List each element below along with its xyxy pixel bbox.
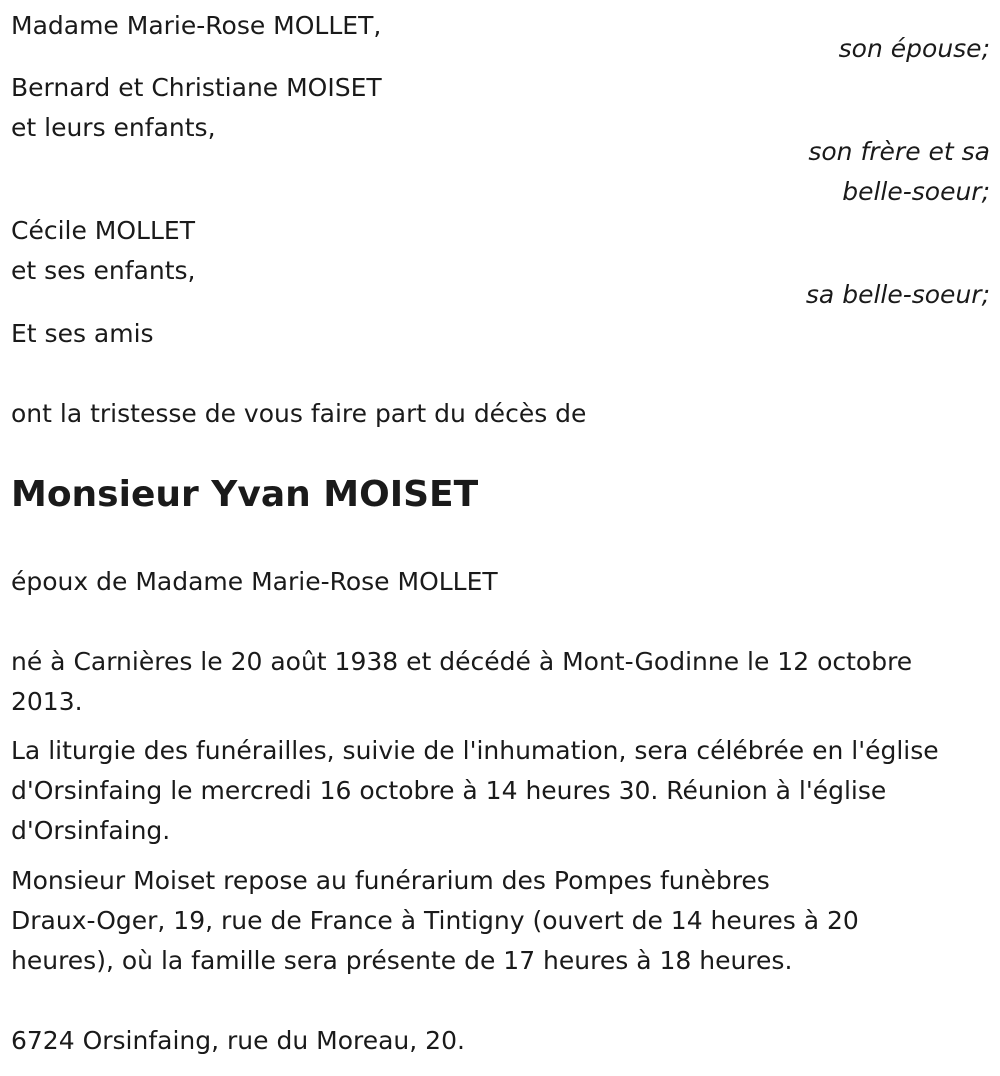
sister-in-law-relation: sa belle-soeur; <box>805 280 990 309</box>
repose-line-2: Draux-Oger, 19, rue de France à Tintigny (ouvert de 14 heures à 20 <box>11 906 859 935</box>
liturgy-line-3: d'Orsinfaing. <box>11 816 171 845</box>
sister-in-law-name: Cécile MOLLET <box>11 216 195 245</box>
spouse-name: Madame Marie-Rose MOLLET, <box>11 11 382 40</box>
brother-children: et leurs enfants, <box>11 113 216 142</box>
spouse-relation: son épouse; <box>838 34 990 63</box>
sister-in-law-children: et ses enfants, <box>11 256 196 285</box>
brother-relation-line-1: son frère et sa <box>808 137 990 166</box>
liturgy-line-2: d'Orsinfaing le mercredi 16 octobre à 14 heures 30. Réunion à l'église <box>11 776 887 805</box>
repose-line-3: heures), où la famille sera présente de 17 heures à 18 heures. <box>11 946 793 975</box>
deceased-spouse-line: époux de Madame Marie-Rose MOLLET <box>11 567 498 596</box>
brother-relation-line-2: belle-soeur; <box>842 177 990 206</box>
announcement: ont la tristesse de vous faire part du décès de <box>11 399 587 428</box>
brother-name: Bernard et Christiane MOISET <box>11 73 382 102</box>
repose-line-1: Monsieur Moiset repose au funérarium des Pompes funèbres <box>11 866 770 895</box>
deceased-name: Monsieur Yvan MOISET <box>11 474 479 515</box>
liturgy-line-1: La liturgie des funérailles, suivie de l'inhumation, sera célébrée en l'église <box>11 736 939 765</box>
address: 6724 Orsinfaing, rue du Moreau, 20. <box>11 1026 465 1055</box>
friends-line: Et ses amis <box>11 319 154 348</box>
birth-death-line-1: né à Carnières le 20 août 1938 et décédé à Mont-Godinne le 12 octobre <box>11 647 913 676</box>
birth-death-line-2: 2013. <box>11 687 83 716</box>
